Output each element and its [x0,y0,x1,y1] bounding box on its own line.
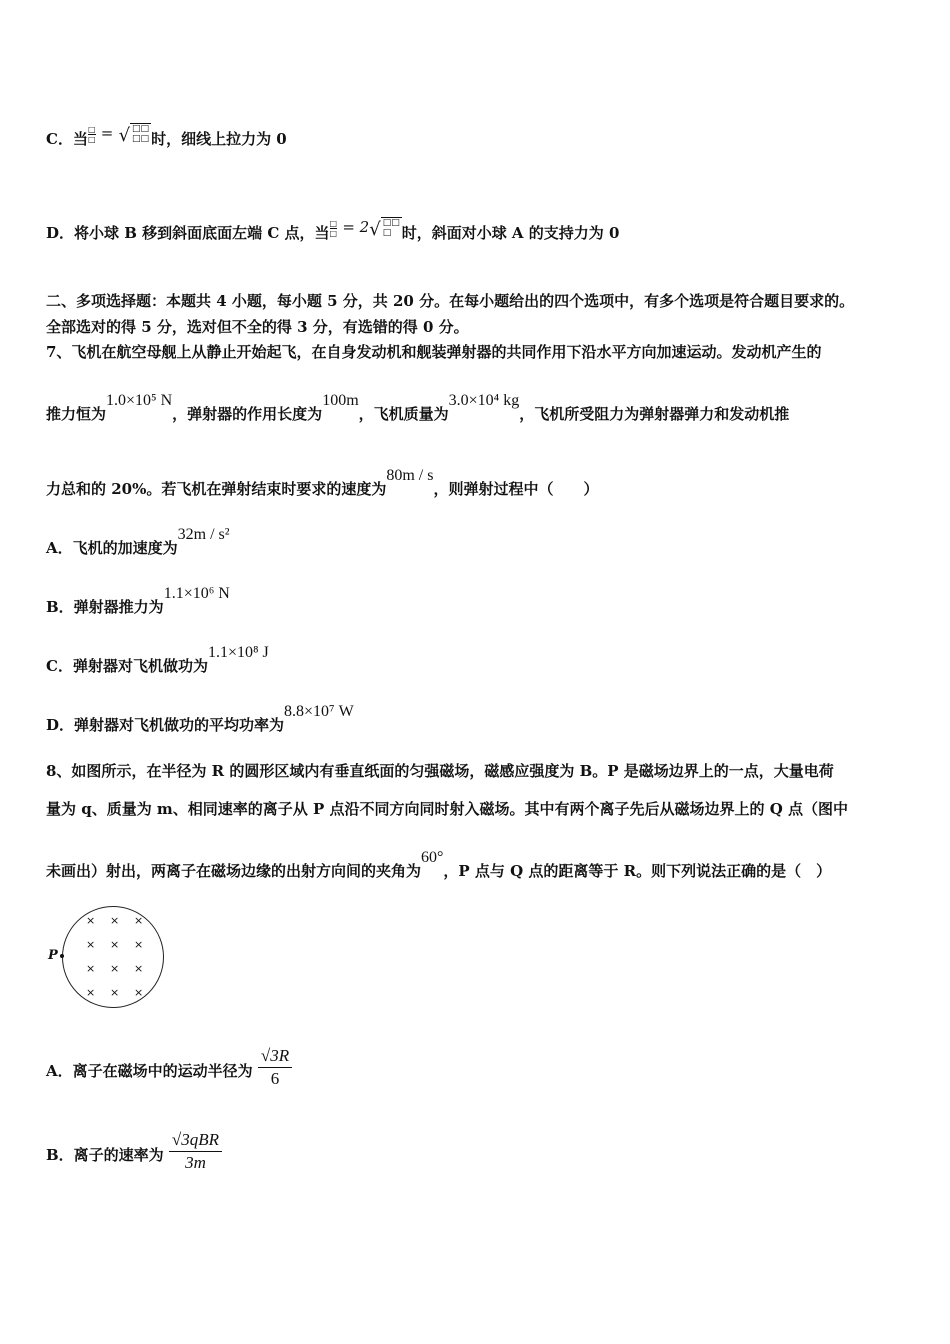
q8-option-b [46,1130,222,1173]
q7-option-a-value: 32m / s² [177,526,230,543]
q7-mass-label: ，飞机质量为 [358,405,449,423]
field-x-mark: × [86,962,96,975]
option-d-label: D．将小球 B 移到斜面底面左端 C 点，当 [46,224,330,242]
q7-length-value: 100m [322,392,359,409]
field-x-mark: × [86,914,96,927]
option-d-fraction: □ □ [329,218,338,238]
q7-option-d [46,703,354,735]
option-c-label: C．当 [46,130,88,148]
q7-mass-value: 3.0×10⁴ kg [448,392,520,409]
point-p-dot [60,954,64,958]
q7-option-b-value: 1.1×10⁶ N [163,585,230,602]
q8-angle-value: 60° [421,849,444,866]
q8-option-b-denominator: 3m [185,1153,206,1172]
q7-option-b-label: B．弹射器推力为 [46,598,164,616]
q7-line-3-tail: ，则弹射过程中（ ） [433,480,599,498]
q7-option-d-label: D．弹射器对飞机做功的平均功率为 [46,716,285,734]
field-x-mark: × [134,938,144,951]
q8-option-a-numerator: √3R [258,1046,292,1068]
q8-option-a-label: A．离子在磁场中的运动半径为 [46,1061,253,1080]
q8-line-3 [46,849,832,881]
q8-line-3-tail: ，P 点与 Q 点的距离等于 R。则下列说法正确的是（ ） [443,862,832,880]
q7-line-2-tail: ，飞机所受阻力为弹射器弹力和发动机推 [519,405,790,423]
field-x-mark: × [110,938,120,951]
section-heading-line-1: 二、多项选择题：本题共 4 小题，每小题 5 分，共 20 分。在每小题给出的四个选项中，有多个选项是符合题目要求的。 [46,292,855,310]
q8-option-a [46,1046,292,1089]
q7-option-a-label: A．飞机的加速度为 [46,539,178,557]
q8-option-a-denominator: 6 [270,1069,280,1088]
field-x-mark: × [134,962,144,975]
q8-option-b-label: B．离子的速率为 [46,1145,164,1164]
q7-option-c-value: 1.1×10⁸ J [207,644,269,661]
field-x-mark: × [86,986,96,999]
q7-length-label: ，弹射器的作用长度为 [172,405,323,423]
q7-line-2 [46,392,790,424]
field-x-mark: × [86,938,96,951]
q7-option-c [46,644,269,676]
magnetic-field-figure [44,906,174,1012]
q7-option-d-value: 8.8×10⁷ W [284,703,354,720]
option-c-fraction: □ □ [87,124,96,144]
option-c-sqrt: √ □□ □□ [118,123,150,146]
option-d-tail: 时，斜面对小球 A 的支持力为 0 [401,224,620,242]
q8-line-2: 量为 q、质量为 m、相同速率的离子从 P 点沿不同方向同时射入磁场。其中有两个离子先后从磁场边界上的 Q 点（图中 [46,800,849,818]
point-p-label: P [48,948,58,963]
q7-option-b [46,585,230,617]
q7-thrust-label: 推力恒为 [46,405,107,423]
q8-line-1: 8、如图所示，在半径为 R 的圆形区域内有垂直纸面的匀强磁场，磁感应强度为 B。P 是磁场边界上的一点，大量电荷 [46,762,834,780]
q7-option-c-label: C．弹射器对飞机做功为 [46,657,208,675]
field-x-mark: × [134,986,144,999]
field-x-mark: × [134,914,144,927]
q7-speed-label: 力总和的 20%。若飞机在弹射结束时要求的速度为 [46,480,387,498]
q8-angle-label: 未画出）射出，两离子在磁场边缘的出射方向间的夹角为 [46,862,422,880]
q7-speed-value: 80m / s [386,467,434,484]
q8-option-b-numerator: √3qBR [169,1130,222,1152]
q8-option-a-fraction [258,1046,292,1089]
field-x-mark: × [110,986,120,999]
field-x-mark: × [110,914,120,927]
q7-thrust-value: 1.0×10⁵ N [106,392,173,409]
q7-line-3 [46,467,599,499]
section-heading-line-2: 全部选对的得 5 分，选对但不全的得 3 分，有选错的得 0 分。 [46,318,469,336]
field-x-mark: × [110,962,120,975]
option-c-equals: = [100,124,114,142]
option-c-tail: 时，细线上拉力为 0 [151,130,287,148]
q7-option-a [46,526,230,558]
option-c [46,123,287,152]
q7-line-1: 7、飞机在航空母舰上从静止开始起飞，在自身发动机和舰装弹射器的共同作用下沿水平方向加速运动。发动机产生的 [46,343,822,361]
q8-option-b-fraction [169,1130,222,1173]
option-d [46,217,620,246]
option-d-equals: = 2 [342,218,370,236]
option-d-sqrt: √ □□ □ [369,217,400,240]
